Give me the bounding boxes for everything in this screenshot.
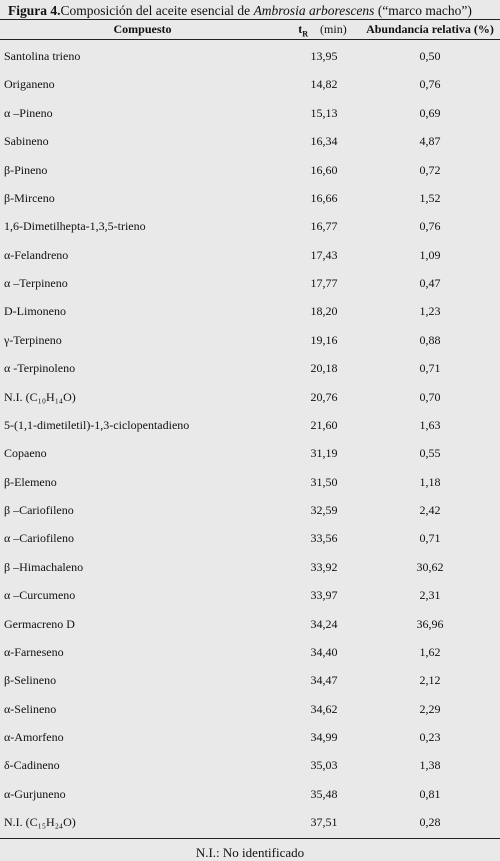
- table-row: [0, 553, 500, 581]
- table-row: [0, 411, 500, 439]
- table-row: [0, 751, 500, 779]
- abundance-cell: 2,12: [419, 673, 441, 688]
- compound-cell: N.I. (C₁₀H₁₄O): [4, 389, 76, 404]
- table-row: [0, 156, 500, 184]
- retention-time-cell: 31,19: [310, 446, 338, 461]
- abundance-cell: 36,96: [416, 616, 444, 631]
- compound-cell: α –Cariofileno: [4, 531, 74, 546]
- abundance-cell: 0,76: [419, 77, 441, 92]
- abundance-cell: 0,72: [419, 162, 441, 177]
- retention-time-cell: 34,99: [310, 730, 338, 744]
- retention-time-cell: 14,82: [310, 77, 338, 92]
- table-row: [0, 610, 500, 638]
- table-row: [0, 581, 500, 609]
- retention-time-cell: 31,50: [310, 474, 338, 489]
- retention-time-cell: 16,77: [310, 219, 338, 234]
- compound-cell: β –Himachaleno: [4, 559, 84, 574]
- abundance-cell: 0,71: [419, 531, 441, 546]
- abundance-cell: 0,88: [419, 332, 441, 347]
- abundance-cell: 0,23: [419, 730, 441, 744]
- abundance-cell: 30,62: [416, 559, 444, 574]
- abundance-cell: 0,55: [419, 446, 441, 461]
- compound-cell: Origaneno: [4, 77, 55, 92]
- caption-text: Composición del aceite esencial de: [60, 3, 254, 18]
- table-row: [0, 439, 500, 467]
- abundance-cell: 0,70: [419, 389, 441, 404]
- retention-time-cell: 15,13: [310, 105, 338, 120]
- table-row: [0, 383, 500, 411]
- table-row: [0, 666, 500, 694]
- retention-time-cell: 13,95: [310, 49, 338, 63]
- table-row: [0, 723, 500, 751]
- abundance-cell: 0,69: [419, 105, 441, 120]
- retention-time-cell: 32,59: [310, 503, 338, 517]
- table-body: [0, 42, 500, 837]
- abundance-cell: 0,71: [419, 361, 441, 376]
- table-row: [0, 297, 500, 325]
- table-row: [0, 524, 500, 552]
- compound-cell: β-Selineno: [4, 673, 57, 688]
- compound-cell: α –Terpineno: [4, 276, 68, 290]
- table-row: [0, 70, 500, 98]
- compound-cell: Germacreno D: [4, 616, 75, 631]
- compound-cell: α-Felandreno: [4, 247, 69, 262]
- retention-time-cell: 35,48: [310, 786, 338, 801]
- figure-label: Figura 4.: [8, 3, 61, 18]
- compound-cell: β –Cariofileno: [4, 503, 74, 517]
- retention-time-cell: 17,43: [310, 247, 338, 262]
- table-row: [0, 468, 500, 496]
- header-abundance: Abundancia relativa (%): [366, 22, 494, 36]
- compound-cell: β-Elemeno: [4, 474, 57, 489]
- compound-cell: Sabineno: [4, 134, 49, 149]
- abundance-cell: 0,47: [419, 276, 441, 290]
- retention-time-cell: 20,18: [310, 361, 338, 376]
- figure-caption: [8, 3, 498, 19]
- compound-cell: 1,6-Dimetilhepta-1,3,5-trieno: [4, 219, 146, 234]
- table-row: [0, 496, 500, 524]
- table-row: [0, 326, 500, 354]
- compound-cell: α –Pineno: [4, 105, 53, 120]
- abundance-cell: 0,50: [419, 49, 441, 63]
- retention-time-cell: 33,92: [310, 559, 338, 574]
- header-retention-time: $t_R$ (min): [298, 22, 347, 39]
- table-bottom-rule: [0, 838, 500, 839]
- abundance-cell: 1,09: [419, 247, 441, 262]
- abundance-cell: 2,42: [419, 503, 441, 517]
- retention-time-cell: 33,56: [310, 531, 338, 546]
- abundance-cell: 1,38: [419, 758, 441, 773]
- abundance-cell: 1,52: [419, 190, 441, 205]
- table-header: [0, 19, 500, 39]
- retention-time-cell: 19,16: [310, 332, 338, 347]
- table-row: [0, 42, 500, 70]
- abundance-cell: 0,28: [419, 815, 441, 830]
- retention-time-cell: 34,47: [310, 673, 338, 688]
- table-header-rule: [0, 39, 500, 40]
- compound-cell: Santolina trieno: [4, 49, 81, 63]
- caption-common-name: (“marco macho”): [374, 3, 472, 18]
- compound-cell: α-Amorfeno: [4, 730, 64, 744]
- compound-cell: 5-(1,1-dimetiletil)-1,3-ciclopentadieno: [4, 417, 190, 432]
- compound-cell: α -Terpinoleno: [4, 361, 76, 376]
- retention-time-cell: 16,60: [310, 162, 338, 177]
- compound-cell: β-Pineno: [4, 162, 48, 177]
- retention-time-cell: 17,77: [310, 276, 338, 290]
- retention-time-cell: 35,03: [310, 758, 338, 773]
- abundance-cell: 2,31: [419, 588, 441, 603]
- abundance-cell: 2,29: [419, 701, 441, 716]
- footnote: N.I.: No identificado: [195, 845, 305, 860]
- compound-cell: β-Mirceno: [4, 190, 55, 205]
- table-row: [0, 269, 500, 297]
- table-row: [0, 212, 500, 240]
- table-row: [0, 241, 500, 269]
- table-row: [0, 99, 500, 127]
- retention-time-cell: 34,62: [310, 701, 338, 716]
- retention-time-cell: 34,40: [310, 644, 338, 659]
- retention-time-cell: 20,76: [310, 389, 338, 404]
- compound-cell: α-Gurjuneno: [4, 786, 66, 801]
- abundance-cell: 1,23: [419, 304, 441, 319]
- species-name: Ambrosia arborescens: [253, 3, 375, 18]
- compound-cell: α –Curcumeno: [4, 588, 76, 603]
- retention-time-cell: 18,20: [310, 304, 338, 319]
- compound-cell: D-Limoneno: [4, 304, 66, 319]
- retention-time-cell: 16,66: [310, 190, 338, 205]
- table-row: [0, 354, 500, 382]
- compound-cell: δ-Cadineno: [4, 758, 60, 773]
- abundance-cell: 1,63: [419, 417, 441, 432]
- table-row: [0, 808, 500, 836]
- retention-time-cell: 16,34: [310, 134, 338, 149]
- abundance-cell: 0,76: [419, 219, 441, 234]
- abundance-cell: 0,81: [419, 786, 441, 801]
- compound-cell: α-Farneseno: [4, 644, 64, 659]
- retention-time-cell: 21,60: [310, 417, 338, 432]
- abundance-cell: 4,87: [419, 134, 441, 149]
- table-row: [0, 184, 500, 212]
- table-row: [0, 695, 500, 723]
- retention-time-cell: 34,24: [310, 616, 338, 631]
- table-row: [0, 127, 500, 155]
- compound-cell: Copaeno: [4, 446, 47, 461]
- retention-time-cell: 33,97: [310, 588, 338, 603]
- abundance-cell: 1,18: [419, 474, 441, 489]
- header-compound: Compuesto: [113, 22, 172, 36]
- abundance-cell: 1,62: [419, 644, 441, 659]
- table-row: [0, 638, 500, 666]
- retention-time-cell: 37,51: [310, 815, 338, 830]
- compound-cell: N.I. (C₁₅H₂₄O): [4, 815, 76, 830]
- compound-cell: γ-Terpineno: [4, 332, 62, 347]
- table-row: [0, 780, 500, 808]
- compound-cell: α-Selineno: [4, 701, 57, 716]
